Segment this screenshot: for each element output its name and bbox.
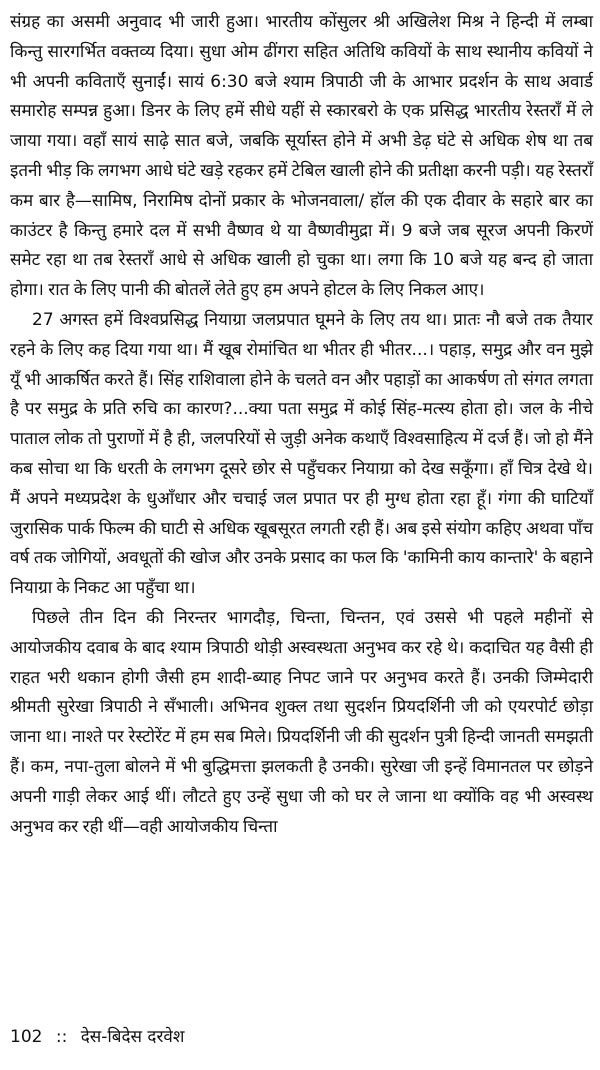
page-number: 102 xyxy=(10,1027,43,1047)
running-title: देस-बिदेस दरवेश xyxy=(80,1027,185,1047)
footer-separator: :: xyxy=(55,1027,68,1047)
paragraph-3: पिछले तीन दिन की निरन्तर भागदौड़, चिन्ता, चिन्तन, एवं उससे भी पहले महीनों से आयोजकीय दवाब के बाद श्याम त्रिपाठी थोड़ी अस्वस्थता अनुभव कर रहे थे। कदाचित यह वैसी ही राहत भरी थकान होगी जैसी हम शादी-ब्याह निपट जाने पर अनुभव करते हैं। उनकी जिम्मेदारी श्रीमती सुरेखा त्रिपाठी ने सँभाली। अभिनव शुक्ल तथा सुदर्शन प्रियदर्शिनी जी को एयरपोर्ट छोड़ा जाना था। नाश्ते पर रेस्टोरेंट में हम सब मिले। प्रियदर्शिनी जी की सुदर्शन पुत्री हिन्दी जानती समझती हैं। कम, नपा-तुला बोलने में भी बुद्धिमत्ता झलकती है उनकी। सुरेखा जी इन्हें विमानतल पर छोड़ने अपनी गाड़ी लेकर आई थीं। लौटते हुए उन्हें सुधा जी को घर ले जाना था क्योंकि वह भी अस्वस्थ अनुभव कर रही थीं—वही आयोजकीय चिन्ता xyxy=(10,607,593,837)
body-text xyxy=(10,8,593,842)
paragraph-1: संग्रह का असमी अनुवाद भी जारी हुआ। भारतीय कोंसुलर श्री अखिलेश मिश्र ने हिन्दी में लम्बा किन्तु सारगर्भित वक्तव्य दिया। सुधा ओम ढींगरा सहित अतिथि कवियों के साथ स्थानीय कवियों ने भी अपनी कविताएँ सुनाईं। सायं 6:30 बजे श्याम त्रिपाठी जी के आभार प्रदर्शन के साथ अवार्ड समारोह सम्पन्न हुआ। डिनर के लिए हमें सीधे यहीं से स्कारबरो के एक प्रसिद्ध भारतीय रेस्तराँ में ले जाया गया। वहाँ सायं साढ़े सात बजे, जबकि सूर्यास्त होने में अभी डेढ़ घंटे से अधिक शेष था तब इतनी भीड़ कि लगभग आधे घंटे खड़े रहकर हमें टेबिल खाली होने की प्रतीक्षा करनी पड़ी। यह रेस्तराँ कम बार है—सामिष, निरामिष दोनों प्रकार के भोजनवाला/ हॉल की एक दीवार के सहारे बार का काउंटर है किन्तु हमारे दल में सभी वैष्णव थे या वैष्णवीमुद्रा में। 9 बजे जब सूरज अपनी किरणें समेट रहा था तब रेस्तराँ आधे से अधिक खाली हो चुका था। लगा कि 10 बजे यह बन्द हो जाता होगा। रात के लिए पानी की बोतलें लेते हुए हम अपने होटल के लिए निकल आए। xyxy=(10,12,593,301)
paragraph-2: 27 अगस्त हमें विश्वप्रसिद्ध नियाग्रा जलप्रपात घूमने के लिए तय था। प्रातः नौ बजे तक तैयार रहने के लिए कह दिया गया था। मैं खूब रोमांचित था भीतर ही भीतर...। पहाड़, समुद्र और वन मुझे यूँ भी आकर्षित करते हैं। सिंह राशिवाला होने के चलते वन और पहाड़ों का आकर्षण तो संगत लगता है पर समुद्र के प्रति रुचि का कारण?...क्या पता समुद्र में कोई सिंह-मत्स्य होता हो। जल के नीचे पाताल लोक तो पुराणों में है ही, जलपरियों से जुड़ी अनेक कथाएँ विश्वसाहित्य में दर्ज हैं। जो हो मैंने कब सोचा था कि धरती के लगभग दूसरे छोर से पहुँचकर नियाग्रा को देख सकूँगा। हाँ चित्र देखे थे। मैं अपने मध्यप्रदेश के धुआँधार और चचाई जल प्रपात पर ही मुग्ध होता रहा हूँ। गंगा की घाटियाँ जुरासिक पार्क फिल्म की घाटी से अधिक खूबसूरत लगती रही हैं। अब इसे संयोग कहिए अथवा पाँच वर्ष तक जोगियों, अवधूतों की खोज और उनके प्रसाद का फल कि 'कामिनी काय कान्तारे' के बहाने नियाग्रा के निकट आ पहुँचा था। xyxy=(10,309,593,599)
page-footer xyxy=(10,1026,184,1048)
